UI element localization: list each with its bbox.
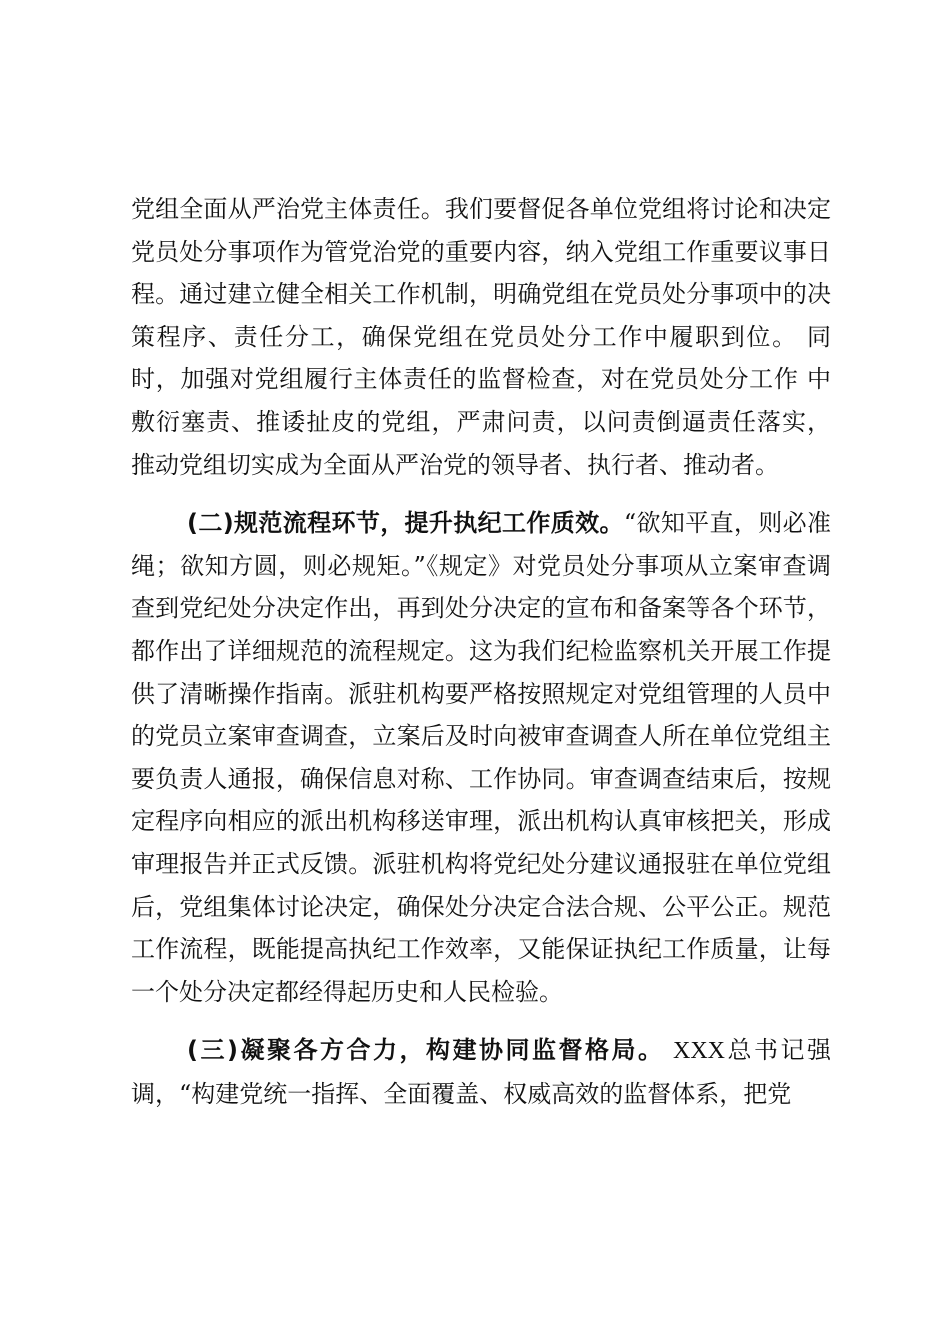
paragraph-1-text: 党组全面从严治党主体责任。我们要督促各单位党组将讨论和决定党员处分事项作为管党治党的重要内容，纳入党组工作重要议事日程。通过建立健全相关工作机制，明确党组在党员处分事项中的决策程序、责任分工，确保党组在党员处分工作中履职到位。 同时，加强对党组履行主体责任的监督检查，对在党员处分工作 中敷衍塞责、推诿扯皮的党组，严肃问责，以问责倒逼责任落实， 推动党组切实成为全面从严治党的领导者、执行者、推动者。 xyxy=(131,195,831,479)
paragraph-3 xyxy=(131,1029,831,1115)
paragraph-3-text: 总书记强调，“构建党统一指挥、全面覆盖、权威高效的监督体系，把党 xyxy=(131,1036,832,1108)
section-heading-3: (三)凝聚各方合力，构建协同监督格局。 xyxy=(187,1036,665,1065)
section-heading-2: (二)规范流程环节，提升执纪工作质效。 xyxy=(187,509,624,538)
paragraph-3-latin-text: XXX xyxy=(664,1038,725,1065)
paragraph-2-text: “欲知平直，则必准绳；欲知方圆，则必规矩。”《规定》对党员处分事项从立案审查调查到党纪处分决定作出，再到处分决定的宣布和备案等各个环节，都作出了详细规范的流程规定。这为我们纪检监察机关开展工作提供了清晰操作指南。派驻机构要严格按照规定对党组管理的人员中的党员立案审查调查，立案后及时向被审查调查人所在单位党组主要负责人通报，确保信息对称、工作协同。审查调查结束后，按规定程序向相应的派出机构移送审理，派出机构认真审核把关，形成审理报告并正式反馈。派驻机构将党纪处分建议通报驻在单位党组后，党组集体讨论决定，确保处分决定合法合规、公平公正。规范工作流程，既能提高执纪工作效率，又能保证执纪工作质量，让每一个处分决定都经得起历史和人民检验。 xyxy=(131,509,831,1006)
document-body xyxy=(131,188,831,1115)
paragraph-1 xyxy=(131,188,831,486)
paragraph-2 xyxy=(131,502,831,1013)
